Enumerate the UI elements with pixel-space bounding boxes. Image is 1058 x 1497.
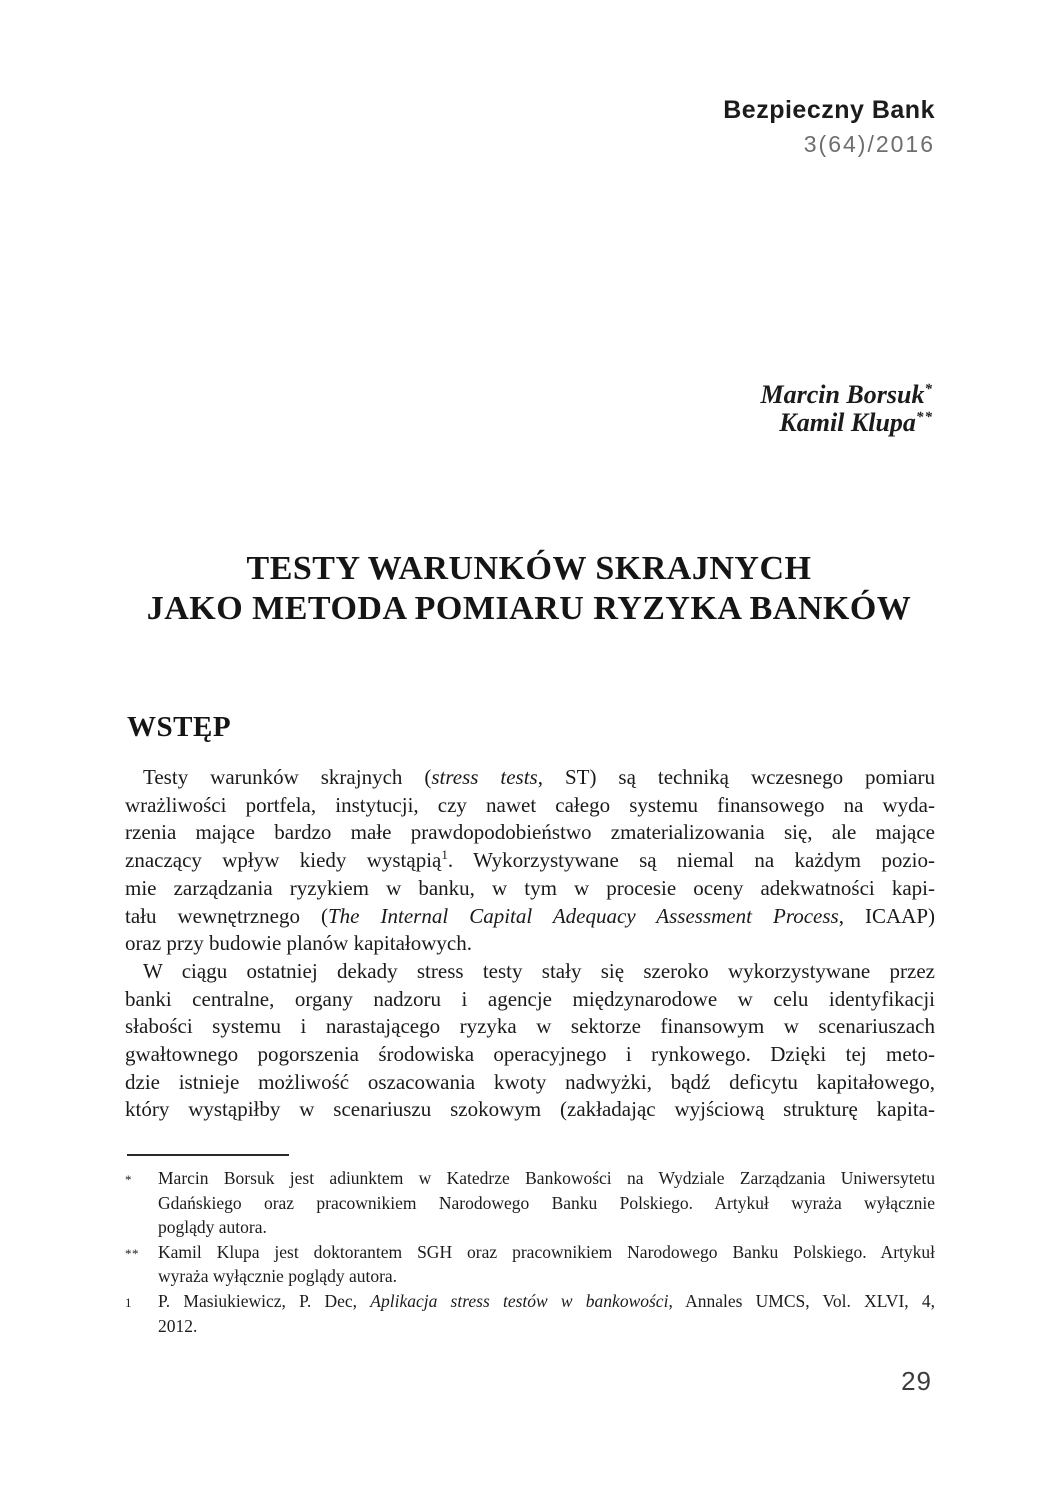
- author-line: [760, 409, 933, 437]
- body-line: [125, 764, 935, 792]
- footnote-separator: [127, 1154, 289, 1156]
- text-segment: gwałtownego pogorszenia środowiska operacyjnego i rynkowego. Dzięki tej meto-: [125, 1042, 935, 1067]
- body-line: [125, 819, 935, 847]
- footnote: [125, 1240, 935, 1289]
- footnote-marker: **: [125, 1245, 139, 1261]
- text-segment: stress tests: [431, 765, 538, 789]
- footnotes-list: [125, 1166, 935, 1338]
- body-line: [125, 958, 935, 986]
- text-segment: dzie istnieje możliwość oszacowania kwoty nadwyżki, bądź deficytu kapitałowego,: [125, 1069, 935, 1094]
- text-segment: , ICAAP): [838, 903, 935, 928]
- footnote-reference: 1: [441, 847, 448, 863]
- body-line: [125, 875, 935, 903]
- text-segment: , Annales UMCS, Vol. XLVI, 4,: [668, 1290, 935, 1311]
- body-line: [125, 930, 935, 958]
- footnote-line: [158, 1240, 935, 1265]
- footnote-line: [158, 1264, 935, 1289]
- footnote-text: [158, 1289, 935, 1338]
- footnote-marker: 1: [125, 1294, 132, 1310]
- text-segment: mie zarządzania ryzykiem w banku, w tym w procesie oceny adekwatności kapi-: [125, 875, 935, 900]
- footnote-text: [158, 1240, 935, 1289]
- body-text: [125, 764, 935, 1124]
- page-number: 29: [901, 1366, 932, 1396]
- author-name: Kamil Klupa: [779, 408, 916, 437]
- text-segment: Gdańskiego oraz pracownikiem Narodowego Banku Polskiego. Artykuł wyraża wyłącznie: [158, 1192, 935, 1213]
- article-title: [124, 549, 934, 629]
- text-segment: wrażliwości portfela, instytucji, czy nawet całego systemu finansowego na wyda-: [125, 792, 935, 817]
- text-segment: słabości systemu i narastającego ryzyka w sektorze finansowym w scenariuszach: [125, 1014, 935, 1039]
- article-title-line: TESTY WARUNKÓW SKRAJNYCH: [246, 550, 812, 587]
- body-line: [125, 986, 935, 1014]
- text-segment: The Internal Capital Adequacy Assessment Process: [327, 903, 839, 928]
- text-segment: oraz przy budowie planów kapitałowych.: [125, 931, 472, 956]
- text-segment: poglądy autora.: [158, 1217, 267, 1238]
- text-segment: Aplikacja stress testów w bankowości: [370, 1290, 669, 1311]
- body-line: [125, 1041, 935, 1069]
- body-line: [125, 1096, 935, 1124]
- text-segment: Kamil Klupa jest doktorantem SGH oraz pracownikiem Narodowego Banku Polskiego. Artykuł: [158, 1241, 935, 1262]
- article-title-line: JAKO METODA POMIARU RYZYKA BANKÓW: [146, 590, 912, 627]
- footnote-line: [158, 1166, 935, 1191]
- footnote-line: [158, 1289, 935, 1314]
- footnote-marker: *: [125, 1172, 132, 1187]
- text-segment: . Wykorzystywane są niemal na każdym pozio-: [447, 848, 935, 873]
- text-segment: 2012.: [158, 1315, 198, 1336]
- author-name: Marcin Borsuk: [760, 380, 925, 409]
- footnote-line: [158, 1314, 935, 1339]
- author-footnote-marker: *: [924, 381, 933, 398]
- text-segment: Testy warunków skrajnych (: [143, 765, 432, 789]
- footnote-text: [158, 1166, 935, 1240]
- text-segment: wyraża wyłącznie poglądy autora.: [158, 1266, 398, 1287]
- text-segment: , ST) są techniką wczesnego pomiaru: [537, 765, 936, 789]
- page-header: [723, 97, 935, 157]
- journal-issue: 3(64)/2016: [803, 131, 935, 157]
- authors-block: [760, 381, 933, 437]
- journal-title: Bezpieczny Bank: [723, 96, 935, 124]
- footnote-line: [158, 1191, 935, 1216]
- author-line: [760, 381, 933, 409]
- body-line: [125, 1069, 935, 1097]
- text-segment: W ciągu ostatniej dekady stress testy stały się szeroko wykorzystywane przez: [143, 958, 935, 983]
- footnote: [125, 1289, 935, 1338]
- author-footnote-marker: **: [915, 409, 933, 426]
- body-line: [125, 847, 935, 875]
- footnote: [125, 1166, 935, 1240]
- body-line: [125, 792, 935, 820]
- body-line: [125, 1013, 935, 1041]
- text-segment: Marcin Borsuk jest adiunktem w Katedrze Bankowości na Wydziale Zarządzania Uniwersytetu: [158, 1168, 935, 1188]
- body-line: [125, 903, 935, 931]
- text-segment: banki centralne, organy nadzoru i agencje międzynarodowe w celu identyfikacji: [125, 986, 935, 1011]
- text-segment: P. Masiukiewicz, P. Dec,: [158, 1290, 371, 1311]
- text-segment: tału wewnętrznego (: [125, 903, 328, 928]
- text-segment: rzenia mające bardzo małe prawdopodobieństwo zmaterializowania się, ale mające: [125, 820, 935, 845]
- text-segment: znaczący wpływ kiedy wystąpią: [125, 848, 442, 873]
- section-heading: WSTĘP: [127, 711, 232, 743]
- footnote-line: [158, 1215, 935, 1240]
- text-segment: który wystąpiłby w scenariuszu szokowym (zakładając wyjściową strukturę kapita-: [125, 1097, 935, 1122]
